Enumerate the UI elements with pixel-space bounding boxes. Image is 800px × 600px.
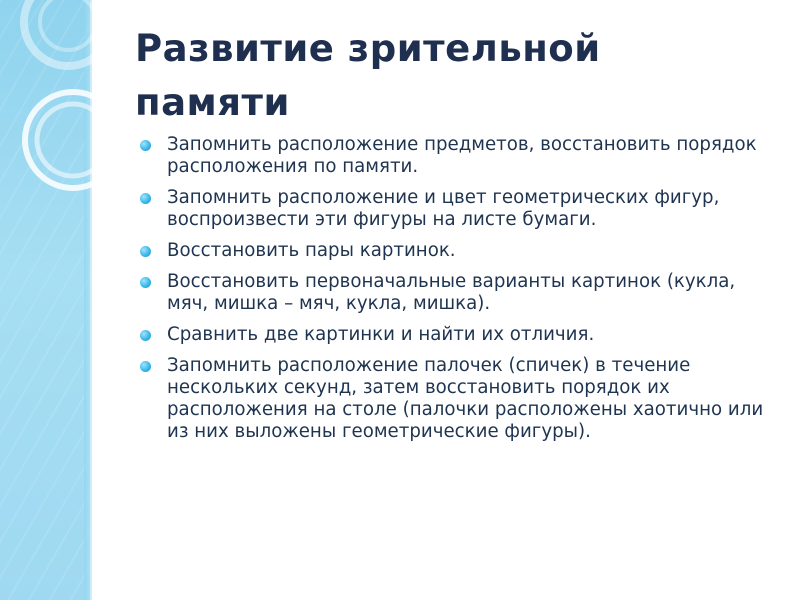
list-item xyxy=(140,240,780,262)
bullet-icon xyxy=(140,140,151,151)
bullet-list xyxy=(140,134,780,452)
list-item xyxy=(140,324,780,346)
left-decorative-band xyxy=(0,0,90,600)
list-item xyxy=(140,271,780,315)
list-item xyxy=(140,187,780,231)
bullet-icon xyxy=(140,277,151,288)
list-item-text: Запомнить расположение предметов, восстановить порядок расположения по памяти. xyxy=(167,134,757,177)
bullet-icon xyxy=(140,246,151,257)
list-item xyxy=(140,355,780,443)
list-item xyxy=(140,134,780,178)
list-item-text: Сравнить две картинки и найти их отличия. xyxy=(167,324,595,345)
list-item-text: Восстановить пары картинок. xyxy=(167,240,456,261)
slide-title: Развитие зрительной памяти xyxy=(135,27,601,124)
list-item-text: Восстановить первоначальные варианты картинок (кукла, мяч, мишка – мяч, кукла, мишка). xyxy=(167,271,736,314)
bullet-icon xyxy=(140,193,151,204)
band-edge xyxy=(84,0,92,600)
list-item-text: Запомнить расположение и цвет геометрических фигур, воспроизвести эти фигуры на листе бумаги. xyxy=(167,187,720,230)
bullet-icon xyxy=(140,330,151,341)
list-item-text: Запомнить расположение палочек (спичек) в течение нескольких секунд, затем восстановить порядок их расположения на столе (палочки расположены хаотично или из них выложены геометрические фигуры). xyxy=(167,355,764,442)
bullet-icon xyxy=(140,361,151,372)
